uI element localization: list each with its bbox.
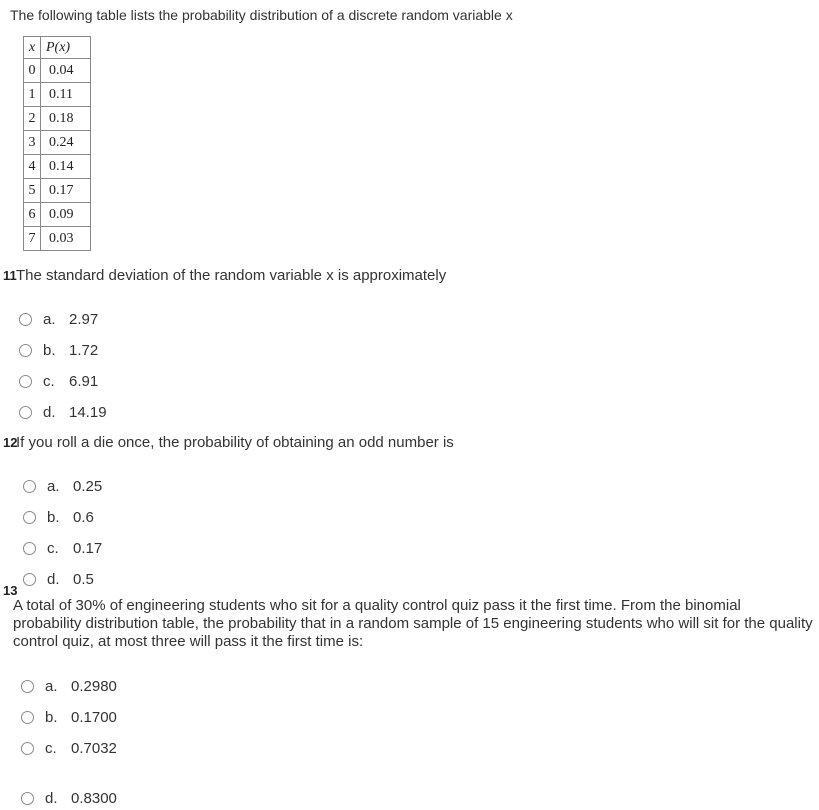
header-x: x [24,37,41,59]
table-row [24,59,91,83]
option-letter: c. [47,539,59,557]
p-cell: 0.11 [41,83,91,107]
option-letter: c. [43,372,55,390]
option-value: 0.2980 [71,677,117,695]
answer-option[interactable] [23,476,102,496]
answer-option[interactable] [21,707,117,727]
option-value: 1.72 [69,341,99,359]
radio-button[interactable] [19,344,32,357]
answer-option[interactable] [23,538,102,558]
answer-option[interactable] [21,788,117,808]
table-row [24,107,91,131]
answer-option[interactable] [19,371,98,391]
intro-text: The following table lists the probability distribution of a discrete random variable x [10,7,513,23]
option-value: 14.19 [69,403,107,421]
answer-option[interactable] [21,738,117,758]
p-cell: 0.09 [41,203,91,227]
answer-option[interactable] [19,402,107,422]
p-cell: 0.04 [41,59,91,83]
question-number: 12 [3,435,18,450]
option-letter: d. [43,403,56,421]
answer-option[interactable] [19,309,98,329]
radio-button[interactable] [19,313,32,326]
option-value: 0.6 [73,508,94,526]
option-letter: a. [45,677,58,695]
x-cell: 2 [24,107,41,131]
radio-button[interactable] [19,375,32,388]
p-cell: 0.18 [41,107,91,131]
option-value: 6.91 [69,372,99,390]
x-cell: 4 [24,155,41,179]
radio-button[interactable] [21,792,34,805]
table-row [24,155,91,179]
option-value: 2.97 [69,310,99,328]
p-cell: 0.17 [41,179,91,203]
table-row [24,131,91,155]
radio-button[interactable] [21,711,34,724]
option-letter: d. [45,789,58,807]
question-text: A total of 30% of engineering students who sit for a quality control quiz pass it the first time. From the binomial probability distribution table, the probability that in a random sample of 15 engineering students who will sit for the quality control quiz, at most three will pass it the first time is: [13,597,813,650]
x-cell: 7 [24,227,41,251]
option-letter: b. [45,708,58,726]
p-cell: 0.03 [41,227,91,251]
table-header-row [24,37,91,59]
answer-option[interactable] [19,340,98,360]
question-number: 13 [3,583,18,598]
radio-button[interactable] [19,406,32,419]
radio-button[interactable] [21,742,34,755]
radio-button[interactable] [23,480,36,493]
radio-button[interactable] [23,542,36,555]
radio-button[interactable] [21,680,34,693]
question-text: The standard deviation of the random variable x is approximately [16,267,447,284]
p-cell: 0.24 [41,131,91,155]
table-row [24,203,91,227]
answer-option[interactable] [23,569,94,589]
option-letter: b. [43,341,56,359]
answer-option[interactable] [21,676,117,696]
x-cell: 1 [24,83,41,107]
table-row [24,227,91,251]
radio-button[interactable] [23,511,36,524]
probability-table [23,36,91,251]
p-cell: 0.14 [41,155,91,179]
question-text: If you roll a die once, the probability of obtaining an odd number is [16,434,454,451]
header-px: P(x) [41,37,91,59]
x-cell: 0 [24,59,41,83]
x-cell: 6 [24,203,41,227]
answer-option[interactable] [23,507,94,527]
option-letter: a. [43,310,56,328]
option-value: 0.7032 [71,739,117,757]
table-row [24,179,91,203]
x-cell: 3 [24,131,41,155]
option-value: 0.5 [73,570,94,588]
option-value: 0.17 [73,539,103,557]
radio-button[interactable] [23,573,36,586]
question-number: 11 [3,268,17,283]
option-letter: a. [47,477,60,495]
table-row [24,83,91,107]
option-value: 0.25 [73,477,103,495]
option-letter: c. [45,739,57,757]
x-cell: 5 [24,179,41,203]
option-letter: b. [47,508,60,526]
option-value: 0.1700 [71,708,117,726]
option-value: 0.8300 [71,789,117,807]
option-letter: d. [47,570,60,588]
